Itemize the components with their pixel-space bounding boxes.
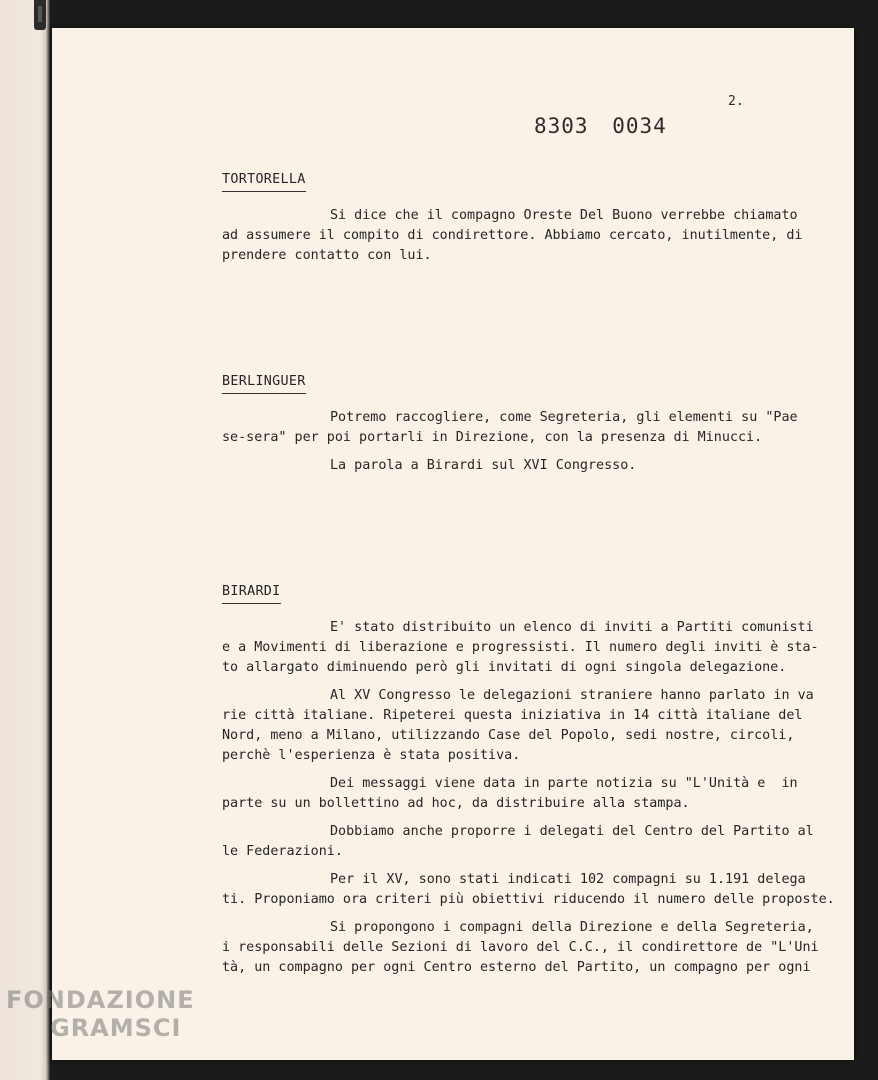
section-tortorella	[222, 170, 832, 274]
section-birardi	[222, 582, 835, 986]
text-line: rie città italiane. Ripeterei questa iniziativa in 14 città italiane del	[222, 708, 803, 723]
archive-watermark	[6, 986, 195, 1042]
text-line: prendere contatto con lui.	[222, 248, 432, 263]
text-line: Dei messaggi viene data in parte notizia su "L'Unità e in	[330, 776, 798, 791]
text-line: Per il XV, sono stati indicati 102 compagni su 1.191 delega	[330, 872, 806, 887]
document-page	[52, 28, 854, 1060]
text-line: ad assumere il compito di condirettore. Abbiamo cercato, inutilmente, di	[222, 228, 803, 243]
binder-edge	[0, 0, 50, 1080]
paragraph	[222, 774, 832, 814]
text-line: Al XV Congresso le delegazioni straniere hanno parlato in va	[330, 688, 814, 703]
text-line: parte su un bollettino ad hoc, da distribuire alla stampa.	[222, 796, 690, 811]
text-line: le Federazioni.	[222, 844, 343, 859]
paragraph	[222, 408, 832, 448]
speaker-heading: BERLINGUER	[222, 372, 306, 394]
text-line: Si propongono i compagni della Direzione e della Segreteria,	[330, 920, 814, 935]
speaker-heading: TORTORELLA	[222, 170, 306, 192]
archive-code: 8303 0034	[534, 114, 667, 138]
paragraph	[222, 618, 832, 678]
section-berlinguer	[222, 372, 832, 484]
text-line: Si dice che il compagno Oreste Del Buono verrebbe chiamato	[330, 208, 798, 223]
text-line: Nord, meno a Milano, utilizzando Case del Popolo, sedi nostre, circoli,	[222, 728, 795, 743]
paragraph	[222, 870, 835, 910]
watermark-line: FONDAZIONE	[6, 986, 195, 1014]
paragraph	[222, 456, 832, 476]
text-line: se-sera" per poi portarli in Direzione, con la presenza di Minucci.	[222, 430, 763, 445]
text-line: i responsabili delle Sezioni di lavoro del C.C., il condirettore de "L'Uni	[222, 940, 819, 955]
paragraph	[222, 918, 832, 978]
text-line: La parola a Birardi sul XVI Congresso.	[330, 458, 637, 473]
paragraph	[222, 822, 832, 862]
text-line: Potremo raccogliere, come Segreteria, gli elementi su "Pae	[330, 410, 798, 425]
watermark-line: GRAMSCI	[50, 1014, 182, 1042]
text-line: ti. Proponiamo ora criteri più obiettivi riducendo il numero delle proposte.	[222, 892, 835, 907]
text-line: to allargato diminuendo però gli invitati di ogni singola delegazione.	[222, 660, 787, 675]
text-line: tà, un compagno per ogni Centro esterno del Partito, un compagno per ogni	[222, 960, 811, 975]
speaker-heading: BIRARDI	[222, 582, 281, 604]
text-line: e a Movimenti di liberazione e progressisti. Il numero degli inviti è sta-	[222, 640, 819, 655]
text-line: perchè l'esperienza è stata positiva.	[222, 748, 521, 763]
paragraph	[222, 686, 832, 766]
paragraph	[222, 206, 832, 266]
page-number: 2.	[728, 94, 744, 109]
text-line: E' stato distribuito un elenco di inviti a Partiti comunisti	[330, 620, 814, 635]
binder-clip	[34, 0, 46, 30]
text-line: Dobbiamo anche proporre i delegati del Centro del Partito al	[330, 824, 814, 839]
